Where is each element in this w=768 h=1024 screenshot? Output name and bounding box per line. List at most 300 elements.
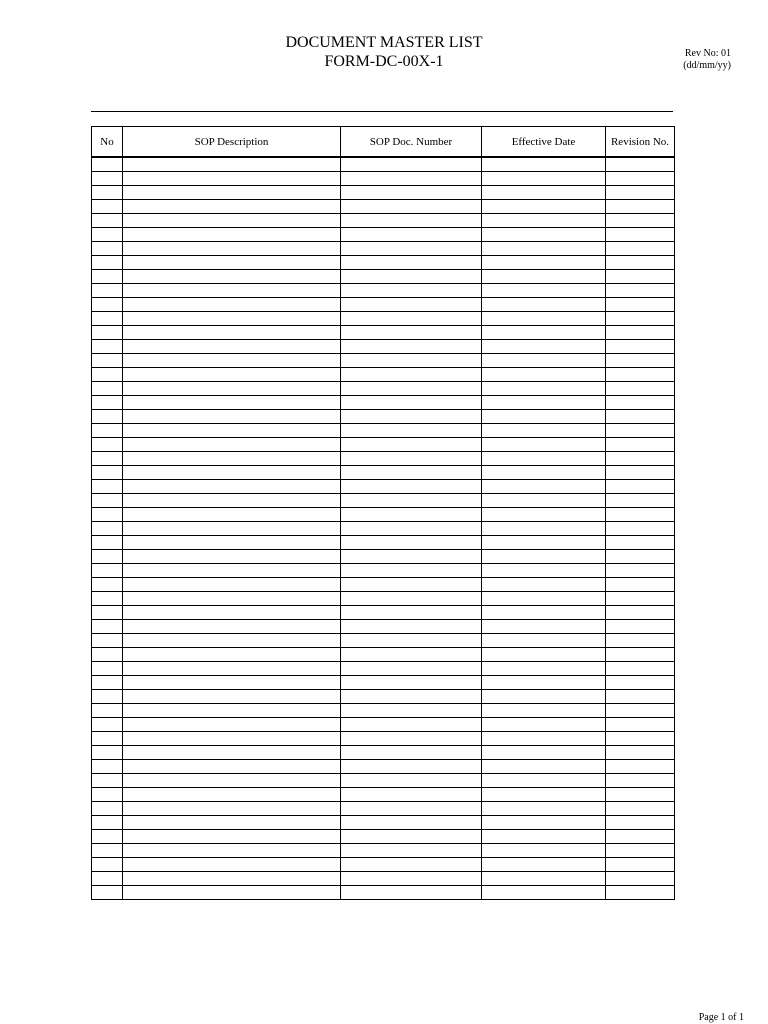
- cell-no[interactable]: [92, 396, 123, 410]
- cell-revision-no[interactable]: [606, 480, 675, 494]
- form-code: FORM-DC-00X-1: [324, 53, 444, 70]
- cell-sop-doc-number[interactable]: [341, 760, 482, 774]
- cell-sop-doc-number[interactable]: [341, 676, 482, 690]
- cell-sop-description[interactable]: [123, 718, 341, 732]
- cell-revision-no[interactable]: [606, 606, 675, 620]
- cell-sop-description[interactable]: [123, 774, 341, 788]
- cell-sop-doc-number[interactable]: [341, 830, 482, 844]
- column-header-sop-doc-number: SOP Doc. Number: [341, 127, 482, 158]
- cell-sop-doc-number[interactable]: [341, 872, 482, 886]
- cell-sop-doc-number[interactable]: [341, 788, 482, 802]
- table-row: [92, 816, 675, 830]
- cell-effective-date[interactable]: [482, 410, 606, 424]
- cell-sop-description[interactable]: [123, 592, 341, 606]
- cell-sop-description[interactable]: [123, 340, 341, 354]
- cell-effective-date[interactable]: [482, 438, 606, 452]
- cell-revision-no[interactable]: [606, 326, 675, 340]
- cell-sop-description[interactable]: [123, 844, 341, 858]
- cell-no[interactable]: [92, 872, 123, 886]
- cell-sop-description[interactable]: [123, 157, 341, 172]
- cell-sop-description[interactable]: [123, 830, 341, 844]
- cell-revision-no[interactable]: [606, 774, 675, 788]
- cell-sop-doc-number[interactable]: [341, 242, 482, 256]
- cell-no[interactable]: [92, 774, 123, 788]
- table-row: [92, 760, 675, 774]
- cell-revision-no[interactable]: [606, 522, 675, 536]
- cell-sop-description[interactable]: [123, 298, 341, 312]
- cell-sop-doc-number[interactable]: [341, 354, 482, 368]
- cell-sop-description[interactable]: [123, 732, 341, 746]
- cell-sop-doc-number[interactable]: [341, 270, 482, 284]
- cell-sop-doc-number[interactable]: [341, 704, 482, 718]
- cell-no[interactable]: [92, 452, 123, 466]
- cell-revision-no[interactable]: [606, 788, 675, 802]
- cell-revision-no[interactable]: [606, 872, 675, 886]
- cell-sop-description[interactable]: [123, 452, 341, 466]
- cell-revision-no[interactable]: [606, 886, 675, 900]
- table-body: [92, 157, 675, 900]
- cell-effective-date[interactable]: [482, 200, 606, 214]
- cell-effective-date[interactable]: [482, 508, 606, 522]
- cell-sop-doc-number[interactable]: [341, 368, 482, 382]
- cell-sop-doc-number[interactable]: [341, 508, 482, 522]
- header-divider: [91, 111, 673, 112]
- cell-no[interactable]: [92, 284, 123, 298]
- table-row: [92, 466, 675, 480]
- cell-no[interactable]: [92, 256, 123, 270]
- cell-effective-date[interactable]: [482, 550, 606, 564]
- cell-sop-description[interactable]: [123, 620, 341, 634]
- cell-effective-date[interactable]: [482, 816, 606, 830]
- table-row: [92, 298, 675, 312]
- cell-effective-date[interactable]: [482, 368, 606, 382]
- cell-sop-doc-number[interactable]: [341, 284, 482, 298]
- cell-revision-no[interactable]: [606, 508, 675, 522]
- cell-no[interactable]: [92, 298, 123, 312]
- cell-sop-doc-number[interactable]: [341, 298, 482, 312]
- cell-effective-date[interactable]: [482, 606, 606, 620]
- table-row: [92, 270, 675, 284]
- cell-no[interactable]: [92, 157, 123, 172]
- cell-sop-doc-number[interactable]: [341, 774, 482, 788]
- cell-sop-description[interactable]: [123, 564, 341, 578]
- cell-revision-no[interactable]: [606, 620, 675, 634]
- cell-effective-date[interactable]: [482, 760, 606, 774]
- cell-effective-date[interactable]: [482, 676, 606, 690]
- cell-effective-date[interactable]: [482, 830, 606, 844]
- cell-no[interactable]: [92, 620, 123, 634]
- cell-no[interactable]: [92, 242, 123, 256]
- table-row: [92, 228, 675, 242]
- table-row: [92, 284, 675, 298]
- cell-no[interactable]: [92, 172, 123, 186]
- cell-revision-no[interactable]: [606, 214, 675, 228]
- cell-sop-description[interactable]: [123, 466, 341, 480]
- cell-no[interactable]: [92, 270, 123, 284]
- cell-sop-description[interactable]: [123, 634, 341, 648]
- cell-sop-description[interactable]: [123, 704, 341, 718]
- cell-revision-no[interactable]: [606, 157, 675, 172]
- cell-effective-date[interactable]: [482, 298, 606, 312]
- cell-effective-date[interactable]: [482, 704, 606, 718]
- cell-effective-date[interactable]: [482, 522, 606, 536]
- cell-revision-no[interactable]: [606, 830, 675, 844]
- cell-no[interactable]: [92, 536, 123, 550]
- cell-effective-date[interactable]: [482, 256, 606, 270]
- cell-sop-description[interactable]: [123, 396, 341, 410]
- cell-no[interactable]: [92, 424, 123, 438]
- cell-revision-no[interactable]: [606, 172, 675, 186]
- cell-effective-date[interactable]: [482, 382, 606, 396]
- cell-revision-no[interactable]: [606, 746, 675, 760]
- cell-effective-date[interactable]: [482, 172, 606, 186]
- cell-no[interactable]: [92, 816, 123, 830]
- cell-sop-description[interactable]: [123, 690, 341, 704]
- cell-effective-date[interactable]: [482, 480, 606, 494]
- cell-sop-description[interactable]: [123, 368, 341, 382]
- cell-effective-date[interactable]: [482, 858, 606, 872]
- cell-sop-description[interactable]: [123, 200, 341, 214]
- cell-revision-no[interactable]: [606, 368, 675, 382]
- cell-revision-no[interactable]: [606, 578, 675, 592]
- table-row: [92, 858, 675, 872]
- cell-sop-description[interactable]: [123, 886, 341, 900]
- cell-sop-description[interactable]: [123, 284, 341, 298]
- cell-effective-date[interactable]: [482, 844, 606, 858]
- table-row: [92, 634, 675, 648]
- cell-no[interactable]: [92, 564, 123, 578]
- cell-revision-no[interactable]: [606, 466, 675, 480]
- cell-sop-description[interactable]: [123, 214, 341, 228]
- cell-revision-no[interactable]: [606, 662, 675, 676]
- cell-no[interactable]: [92, 704, 123, 718]
- cell-sop-description[interactable]: [123, 760, 341, 774]
- cell-sop-description[interactable]: [123, 606, 341, 620]
- cell-no[interactable]: [92, 788, 123, 802]
- cell-sop-description[interactable]: [123, 578, 341, 592]
- cell-no[interactable]: [92, 858, 123, 872]
- cell-sop-description[interactable]: [123, 172, 341, 186]
- table-row: [92, 312, 675, 326]
- cell-no[interactable]: [92, 802, 123, 816]
- cell-sop-description[interactable]: [123, 480, 341, 494]
- cell-sop-doc-number[interactable]: [341, 452, 482, 466]
- cell-revision-no[interactable]: [606, 704, 675, 718]
- cell-effective-date[interactable]: [482, 634, 606, 648]
- cell-no[interactable]: [92, 662, 123, 676]
- cell-sop-doc-number[interactable]: [341, 480, 482, 494]
- cell-sop-doc-number[interactable]: [341, 606, 482, 620]
- table-row: [92, 354, 675, 368]
- cell-revision-no[interactable]: [606, 732, 675, 746]
- cell-no[interactable]: [92, 312, 123, 326]
- cell-revision-no[interactable]: [606, 634, 675, 648]
- cell-sop-doc-number[interactable]: [341, 312, 482, 326]
- cell-revision-no[interactable]: [606, 802, 675, 816]
- cell-sop-doc-number[interactable]: [341, 746, 482, 760]
- cell-sop-doc-number[interactable]: [341, 620, 482, 634]
- cell-no[interactable]: [92, 690, 123, 704]
- cell-effective-date[interactable]: [482, 494, 606, 508]
- cell-sop-doc-number[interactable]: [341, 396, 482, 410]
- cell-effective-date[interactable]: [482, 718, 606, 732]
- cell-effective-date[interactable]: [482, 774, 606, 788]
- cell-revision-no[interactable]: [606, 494, 675, 508]
- cell-effective-date[interactable]: [482, 312, 606, 326]
- cell-revision-no[interactable]: [606, 592, 675, 606]
- cell-no[interactable]: [92, 648, 123, 662]
- cell-no[interactable]: [92, 480, 123, 494]
- cell-effective-date[interactable]: [482, 746, 606, 760]
- cell-no[interactable]: [92, 718, 123, 732]
- cell-sop-description[interactable]: [123, 256, 341, 270]
- cell-no[interactable]: [92, 746, 123, 760]
- cell-no[interactable]: [92, 354, 123, 368]
- cell-sop-doc-number[interactable]: [341, 424, 482, 438]
- table-row: [92, 886, 675, 900]
- cell-effective-date[interactable]: [482, 564, 606, 578]
- cell-sop-doc-number[interactable]: [341, 172, 482, 186]
- cell-no[interactable]: [92, 186, 123, 200]
- cell-revision-no[interactable]: [606, 340, 675, 354]
- cell-revision-no[interactable]: [606, 816, 675, 830]
- cell-effective-date[interactable]: [482, 536, 606, 550]
- cell-sop-description[interactable]: [123, 508, 341, 522]
- cell-no[interactable]: [92, 830, 123, 844]
- cell-sop-doc-number[interactable]: [341, 326, 482, 340]
- table-row: [92, 732, 675, 746]
- table-row: [92, 256, 675, 270]
- cell-sop-doc-number[interactable]: [341, 410, 482, 424]
- cell-no[interactable]: [92, 676, 123, 690]
- cell-revision-no[interactable]: [606, 844, 675, 858]
- cell-sop-description[interactable]: [123, 816, 341, 830]
- cell-revision-no[interactable]: [606, 438, 675, 452]
- cell-sop-doc-number[interactable]: [341, 550, 482, 564]
- cell-sop-doc-number[interactable]: [341, 802, 482, 816]
- table-row: [92, 550, 675, 564]
- cell-revision-no[interactable]: [606, 186, 675, 200]
- cell-sop-doc-number[interactable]: [341, 592, 482, 606]
- cell-sop-doc-number[interactable]: [341, 186, 482, 200]
- table-header-row: [92, 127, 675, 158]
- cell-effective-date[interactable]: [482, 228, 606, 242]
- cell-no[interactable]: [92, 200, 123, 214]
- cell-effective-date[interactable]: [482, 157, 606, 172]
- cell-sop-doc-number[interactable]: [341, 466, 482, 480]
- cell-revision-no[interactable]: [606, 228, 675, 242]
- cell-no[interactable]: [92, 578, 123, 592]
- table-row: [92, 690, 675, 704]
- cell-revision-no[interactable]: [606, 312, 675, 326]
- cell-no[interactable]: [92, 368, 123, 382]
- cell-sop-description[interactable]: [123, 228, 341, 242]
- cell-sop-doc-number[interactable]: [341, 438, 482, 452]
- cell-sop-description[interactable]: [123, 494, 341, 508]
- cell-sop-description[interactable]: [123, 312, 341, 326]
- cell-effective-date[interactable]: [482, 788, 606, 802]
- cell-no[interactable]: [92, 228, 123, 242]
- cell-sop-doc-number[interactable]: [341, 578, 482, 592]
- cell-revision-no[interactable]: [606, 648, 675, 662]
- cell-revision-no[interactable]: [606, 452, 675, 466]
- cell-no[interactable]: [92, 466, 123, 480]
- cell-sop-description[interactable]: [123, 746, 341, 760]
- cell-sop-doc-number[interactable]: [341, 157, 482, 172]
- cell-no[interactable]: [92, 438, 123, 452]
- cell-sop-doc-number[interactable]: [341, 214, 482, 228]
- cell-sop-doc-number[interactable]: [341, 844, 482, 858]
- cell-no[interactable]: [92, 732, 123, 746]
- cell-effective-date[interactable]: [482, 242, 606, 256]
- cell-sop-description[interactable]: [123, 676, 341, 690]
- cell-sop-doc-number[interactable]: [341, 648, 482, 662]
- cell-no[interactable]: [92, 410, 123, 424]
- cell-sop-description[interactable]: [123, 354, 341, 368]
- cell-effective-date[interactable]: [482, 886, 606, 900]
- cell-effective-date[interactable]: [482, 620, 606, 634]
- cell-sop-doc-number[interactable]: [341, 564, 482, 578]
- cell-sop-description[interactable]: [123, 242, 341, 256]
- table-row: [92, 662, 675, 676]
- cell-effective-date[interactable]: [482, 214, 606, 228]
- table-row: [92, 424, 675, 438]
- table-row: [92, 746, 675, 760]
- table-row: [92, 676, 675, 690]
- cell-effective-date[interactable]: [482, 662, 606, 676]
- table-row: [92, 494, 675, 508]
- cell-revision-no[interactable]: [606, 396, 675, 410]
- cell-no[interactable]: [92, 760, 123, 774]
- cell-revision-no[interactable]: [606, 676, 675, 690]
- cell-sop-description[interactable]: [123, 802, 341, 816]
- cell-effective-date[interactable]: [482, 578, 606, 592]
- date-format-note: (dd/mm/yy): [683, 60, 731, 71]
- cell-effective-date[interactable]: [482, 186, 606, 200]
- cell-no[interactable]: [92, 844, 123, 858]
- cell-sop-doc-number[interactable]: [341, 634, 482, 648]
- cell-effective-date[interactable]: [482, 270, 606, 284]
- cell-sop-description[interactable]: [123, 326, 341, 340]
- cell-sop-description[interactable]: [123, 648, 341, 662]
- cell-no[interactable]: [92, 508, 123, 522]
- cell-revision-no[interactable]: [606, 536, 675, 550]
- cell-effective-date[interactable]: [482, 326, 606, 340]
- cell-sop-description[interactable]: [123, 424, 341, 438]
- cell-no[interactable]: [92, 214, 123, 228]
- table-row: [92, 830, 675, 844]
- cell-no[interactable]: [92, 592, 123, 606]
- cell-sop-description[interactable]: [123, 382, 341, 396]
- cell-revision-no[interactable]: [606, 550, 675, 564]
- cell-sop-doc-number[interactable]: [341, 494, 482, 508]
- cell-revision-no[interactable]: [606, 270, 675, 284]
- table-row: [92, 382, 675, 396]
- table-row: [92, 214, 675, 228]
- cell-no[interactable]: [92, 382, 123, 396]
- cell-no[interactable]: [92, 326, 123, 340]
- cell-sop-doc-number[interactable]: [341, 858, 482, 872]
- cell-revision-no[interactable]: [606, 760, 675, 774]
- cell-sop-doc-number[interactable]: [341, 886, 482, 900]
- cell-effective-date[interactable]: [482, 690, 606, 704]
- cell-sop-doc-number[interactable]: [341, 718, 482, 732]
- cell-sop-description[interactable]: [123, 522, 341, 536]
- cell-sop-description[interactable]: [123, 662, 341, 676]
- cell-sop-description[interactable]: [123, 410, 341, 424]
- cell-effective-date[interactable]: [482, 354, 606, 368]
- cell-sop-doc-number[interactable]: [341, 816, 482, 830]
- cell-effective-date[interactable]: [482, 872, 606, 886]
- cell-sop-doc-number[interactable]: [341, 522, 482, 536]
- cell-sop-description[interactable]: [123, 872, 341, 886]
- cell-effective-date[interactable]: [482, 424, 606, 438]
- cell-revision-no[interactable]: [606, 354, 675, 368]
- cell-revision-no[interactable]: [606, 718, 675, 732]
- cell-sop-doc-number[interactable]: [341, 340, 482, 354]
- cell-revision-no[interactable]: [606, 298, 675, 312]
- cell-effective-date[interactable]: [482, 802, 606, 816]
- cell-effective-date[interactable]: [482, 452, 606, 466]
- cell-revision-no[interactable]: [606, 256, 675, 270]
- cell-effective-date[interactable]: [482, 732, 606, 746]
- cell-revision-no[interactable]: [606, 382, 675, 396]
- cell-effective-date[interactable]: [482, 396, 606, 410]
- cell-sop-doc-number[interactable]: [341, 662, 482, 676]
- cell-sop-doc-number[interactable]: [341, 536, 482, 550]
- cell-no[interactable]: [92, 886, 123, 900]
- cell-sop-doc-number[interactable]: [341, 382, 482, 396]
- cell-revision-no[interactable]: [606, 242, 675, 256]
- cell-revision-no[interactable]: [606, 858, 675, 872]
- table-row: [92, 480, 675, 494]
- cell-no[interactable]: [92, 494, 123, 508]
- cell-sop-description[interactable]: [123, 536, 341, 550]
- cell-no[interactable]: [92, 550, 123, 564]
- cell-sop-description[interactable]: [123, 858, 341, 872]
- cell-sop-description[interactable]: [123, 550, 341, 564]
- cell-sop-doc-number[interactable]: [341, 228, 482, 242]
- cell-revision-no[interactable]: [606, 690, 675, 704]
- cell-revision-no[interactable]: [606, 564, 675, 578]
- cell-no[interactable]: [92, 340, 123, 354]
- cell-effective-date[interactable]: [482, 340, 606, 354]
- table-row: [92, 872, 675, 886]
- cell-effective-date[interactable]: [482, 592, 606, 606]
- cell-no[interactable]: [92, 522, 123, 536]
- cell-sop-doc-number[interactable]: [341, 732, 482, 746]
- cell-effective-date[interactable]: [482, 284, 606, 298]
- cell-no[interactable]: [92, 634, 123, 648]
- cell-effective-date[interactable]: [482, 466, 606, 480]
- cell-sop-description[interactable]: [123, 788, 341, 802]
- cell-no[interactable]: [92, 606, 123, 620]
- cell-sop-doc-number[interactable]: [341, 256, 482, 270]
- cell-revision-no[interactable]: [606, 200, 675, 214]
- cell-sop-description[interactable]: [123, 186, 341, 200]
- cell-sop-description[interactable]: [123, 270, 341, 284]
- cell-revision-no[interactable]: [606, 284, 675, 298]
- cell-sop-doc-number[interactable]: [341, 690, 482, 704]
- cell-effective-date[interactable]: [482, 648, 606, 662]
- table-row: [92, 802, 675, 816]
- cell-revision-no[interactable]: [606, 410, 675, 424]
- cell-revision-no[interactable]: [606, 424, 675, 438]
- cell-sop-description[interactable]: [123, 438, 341, 452]
- column-header-effective-date: Effective Date: [482, 127, 606, 158]
- cell-sop-doc-number[interactable]: [341, 200, 482, 214]
- table-row: [92, 522, 675, 536]
